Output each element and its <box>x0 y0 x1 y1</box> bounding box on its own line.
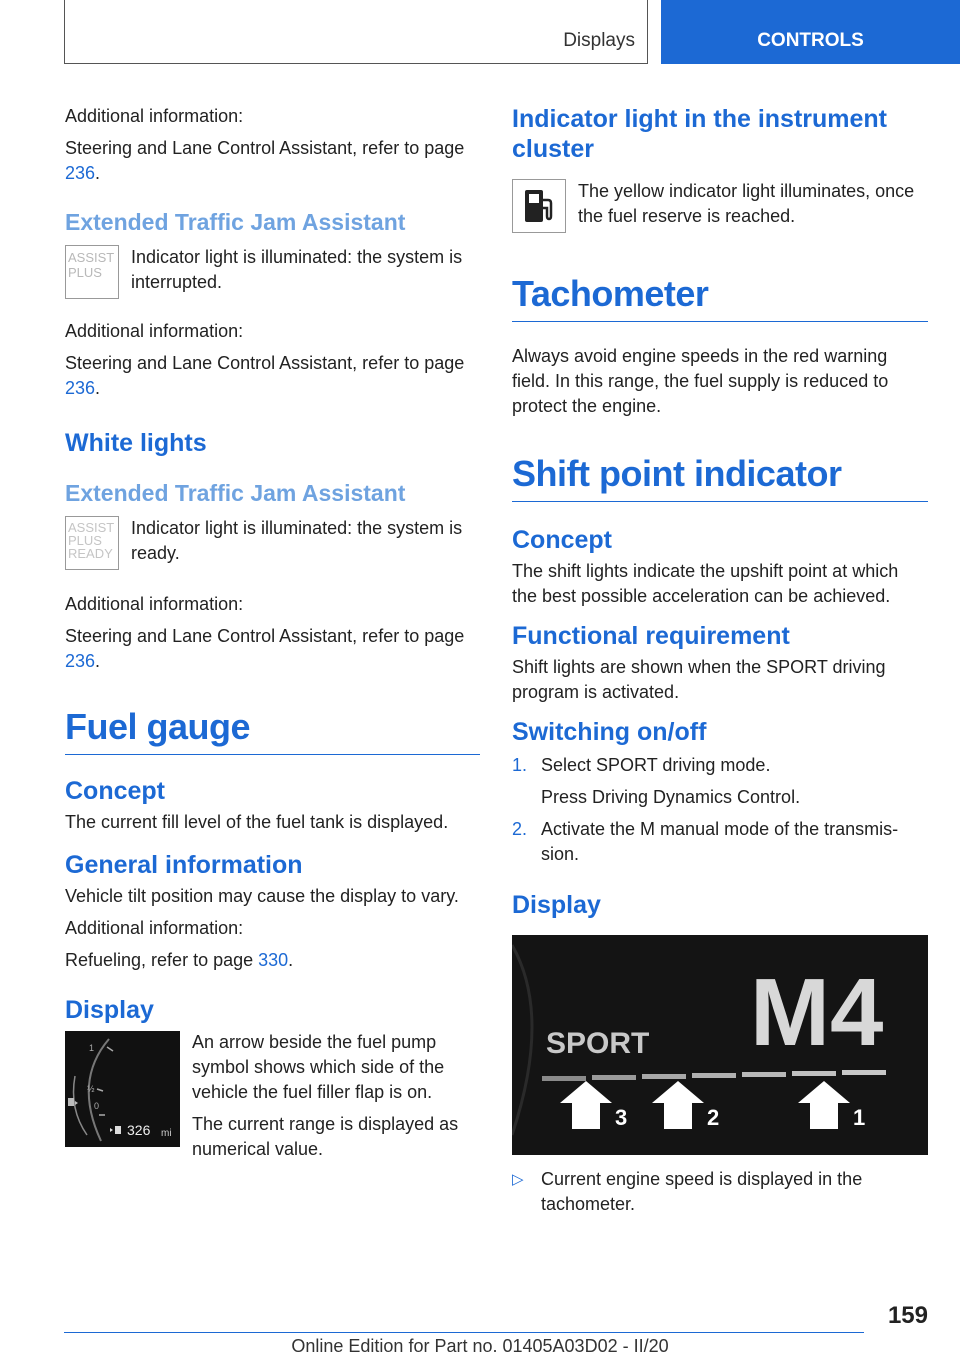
right-column <box>512 104 928 1217</box>
section-heading: General information <box>65 851 303 879</box>
section-heading: Display <box>512 891 601 919</box>
left-column <box>65 104 480 1162</box>
header-section-title: Displays <box>563 30 635 51</box>
step-text: Select SPORT driving mode. <box>541 755 771 775</box>
footer-edition: Online Edition for Part no. 01405A03D02 - II/20 <box>291 1336 669 1356</box>
gauge-mark-empty: 0 <box>94 1101 100 1111</box>
page-number: 159 <box>887 1302 928 1329</box>
chapter-heading: Shift point indicator <box>512 453 842 494</box>
assist-plus-ready-icon: ASSIST PLUS READY <box>65 516 119 570</box>
gear-indicator: M4 <box>750 959 884 1066</box>
section-heading: Concept <box>512 526 612 554</box>
chapter-heading-wrap <box>512 453 928 502</box>
step-item <box>512 753 928 810</box>
fuel-display-row <box>65 1030 480 1162</box>
arrow-3-label: 3 <box>615 1105 628 1130</box>
page-link[interactable]: 236 <box>65 651 96 671</box>
header-tab-controls[interactable] <box>661 0 960 64</box>
fuel-gauge-graphic <box>65 1031 180 1147</box>
assist-plus-icon: ASSIST PLUS <box>65 245 119 299</box>
reference-text: Steering and Lane Control Assistant, refer to page 236. <box>65 353 465 398</box>
chapter-heading: Fuel gauge <box>65 706 251 747</box>
fuel-pump-icon <box>512 179 566 233</box>
indicator-text: The yellow indicator light illuminates, once the fuel reserve is reached. <box>578 181 915 226</box>
indicator-row <box>65 245 480 299</box>
range-value: 326 <box>127 1122 151 1138</box>
triangle-bullet-icon: ▷ <box>512 1171 524 1188</box>
step-text: Activate the M manual mode of the transmis-sion. <box>541 819 899 864</box>
section-heading: Extended Traffic Jam Assistant <box>65 209 406 235</box>
fuel-pump-glyph <box>519 186 559 226</box>
reference-label: Steering and Lane Control Assistant, refer to page <box>65 626 465 646</box>
fuel-pump-small-icon <box>110 1126 121 1134</box>
body-text: The shift lights indicate the upshift point at which the best possible acceleration can be achieved. <box>512 561 899 606</box>
page-link[interactable]: 236 <box>65 163 96 183</box>
gauge-mark-full: 1 <box>89 1043 95 1053</box>
indicator-text: Indicator light is illuminated: the system is interrupted. <box>131 247 463 292</box>
step-number: 2. <box>512 819 528 839</box>
arrow-1-label: 1 <box>853 1105 866 1130</box>
header-box <box>64 0 648 64</box>
header-tab-label: CONTROLS <box>757 30 864 51</box>
body-text: Vehicle tilt position may cause the display to vary. <box>65 886 459 906</box>
shift-display-graphic <box>512 935 928 1155</box>
bullet-text: Current engine speed is displayed in the tachometer. <box>541 1169 863 1214</box>
section-heading: Switching on/off <box>512 718 707 746</box>
shift-display-image <box>512 935 928 1155</box>
reference-label: Refueling, refer to page <box>65 950 259 970</box>
additional-info-label: Additional information: <box>65 106 244 126</box>
range-unit: mi <box>161 1128 172 1139</box>
additional-info-label: Additional information: <box>65 321 244 341</box>
body-text: Shift lights are shown when the SPORT driving program is activated. <box>512 657 886 702</box>
section-heading: Extended Traffic Jam Assistant <box>65 480 406 506</box>
step-item <box>512 817 928 867</box>
chapter-heading: Tachometer <box>512 273 709 314</box>
page-link[interactable]: 236 <box>65 378 96 398</box>
body-text: The current range is displayed as numerical value. <box>192 1114 459 1159</box>
chapter-heading-wrap <box>65 706 480 755</box>
reference-text: Steering and Lane Control Assistant, refer to page 236. <box>65 626 465 671</box>
chapter-heading-wrap <box>512 273 928 322</box>
arrow-2-label: 2 <box>707 1105 720 1130</box>
step-subtext: Press Driving Dynamics Control. <box>541 787 801 807</box>
fuel-gauge-image <box>65 1031 180 1147</box>
indicator-row <box>65 516 480 570</box>
body-text: An arrow beside the fuel pump symbol shows which side of the vehicle the fuel filler flap is on. <box>192 1032 445 1102</box>
page-link[interactable]: 330 <box>258 950 289 970</box>
indicator-text: Indicator light is illuminated: the system is ready. <box>131 518 463 563</box>
body-text: The current fill level of the fuel tank is displayed. <box>65 812 449 832</box>
reference-text: Refueling, refer to page 330. <box>65 950 294 970</box>
step-number: 1. <box>512 755 528 775</box>
section-heading: Display <box>65 996 154 1024</box>
gauge-mark-half: ½ <box>87 1084 95 1094</box>
additional-info-label: Additional information: <box>65 594 244 614</box>
section-heading: Concept <box>65 777 165 805</box>
bullet-item <box>512 1167 928 1217</box>
footer-divider <box>64 1332 864 1333</box>
body-text: Always avoid engine speeds in the red warning field. In this range, the fuel supply is reduced to protect the engine. <box>512 346 889 416</box>
fuel-pump-icon <box>68 1098 78 1106</box>
section-heading: Functional requirement <box>512 622 790 650</box>
section-heading: Indicator light in the instrument cluster <box>512 105 887 163</box>
reference-text: Steering and Lane Control Assistant, refer to page 236. <box>65 138 465 183</box>
indicator-row <box>512 179 928 233</box>
arrow-2-icon <box>652 1081 704 1129</box>
display-description <box>192 1030 480 1162</box>
additional-info-label: Additional information: <box>65 918 244 938</box>
arrow-1-icon <box>798 1081 850 1129</box>
arrow-3-icon <box>560 1081 612 1129</box>
reference-label: Steering and Lane Control Assistant, refer to page <box>65 353 465 373</box>
mode-indicator: SPORT <box>546 1027 650 1060</box>
reference-label: Steering and Lane Control Assistant, refer to page <box>65 138 465 158</box>
shift-light-bar <box>542 1070 886 1081</box>
section-heading: White lights <box>65 429 207 457</box>
